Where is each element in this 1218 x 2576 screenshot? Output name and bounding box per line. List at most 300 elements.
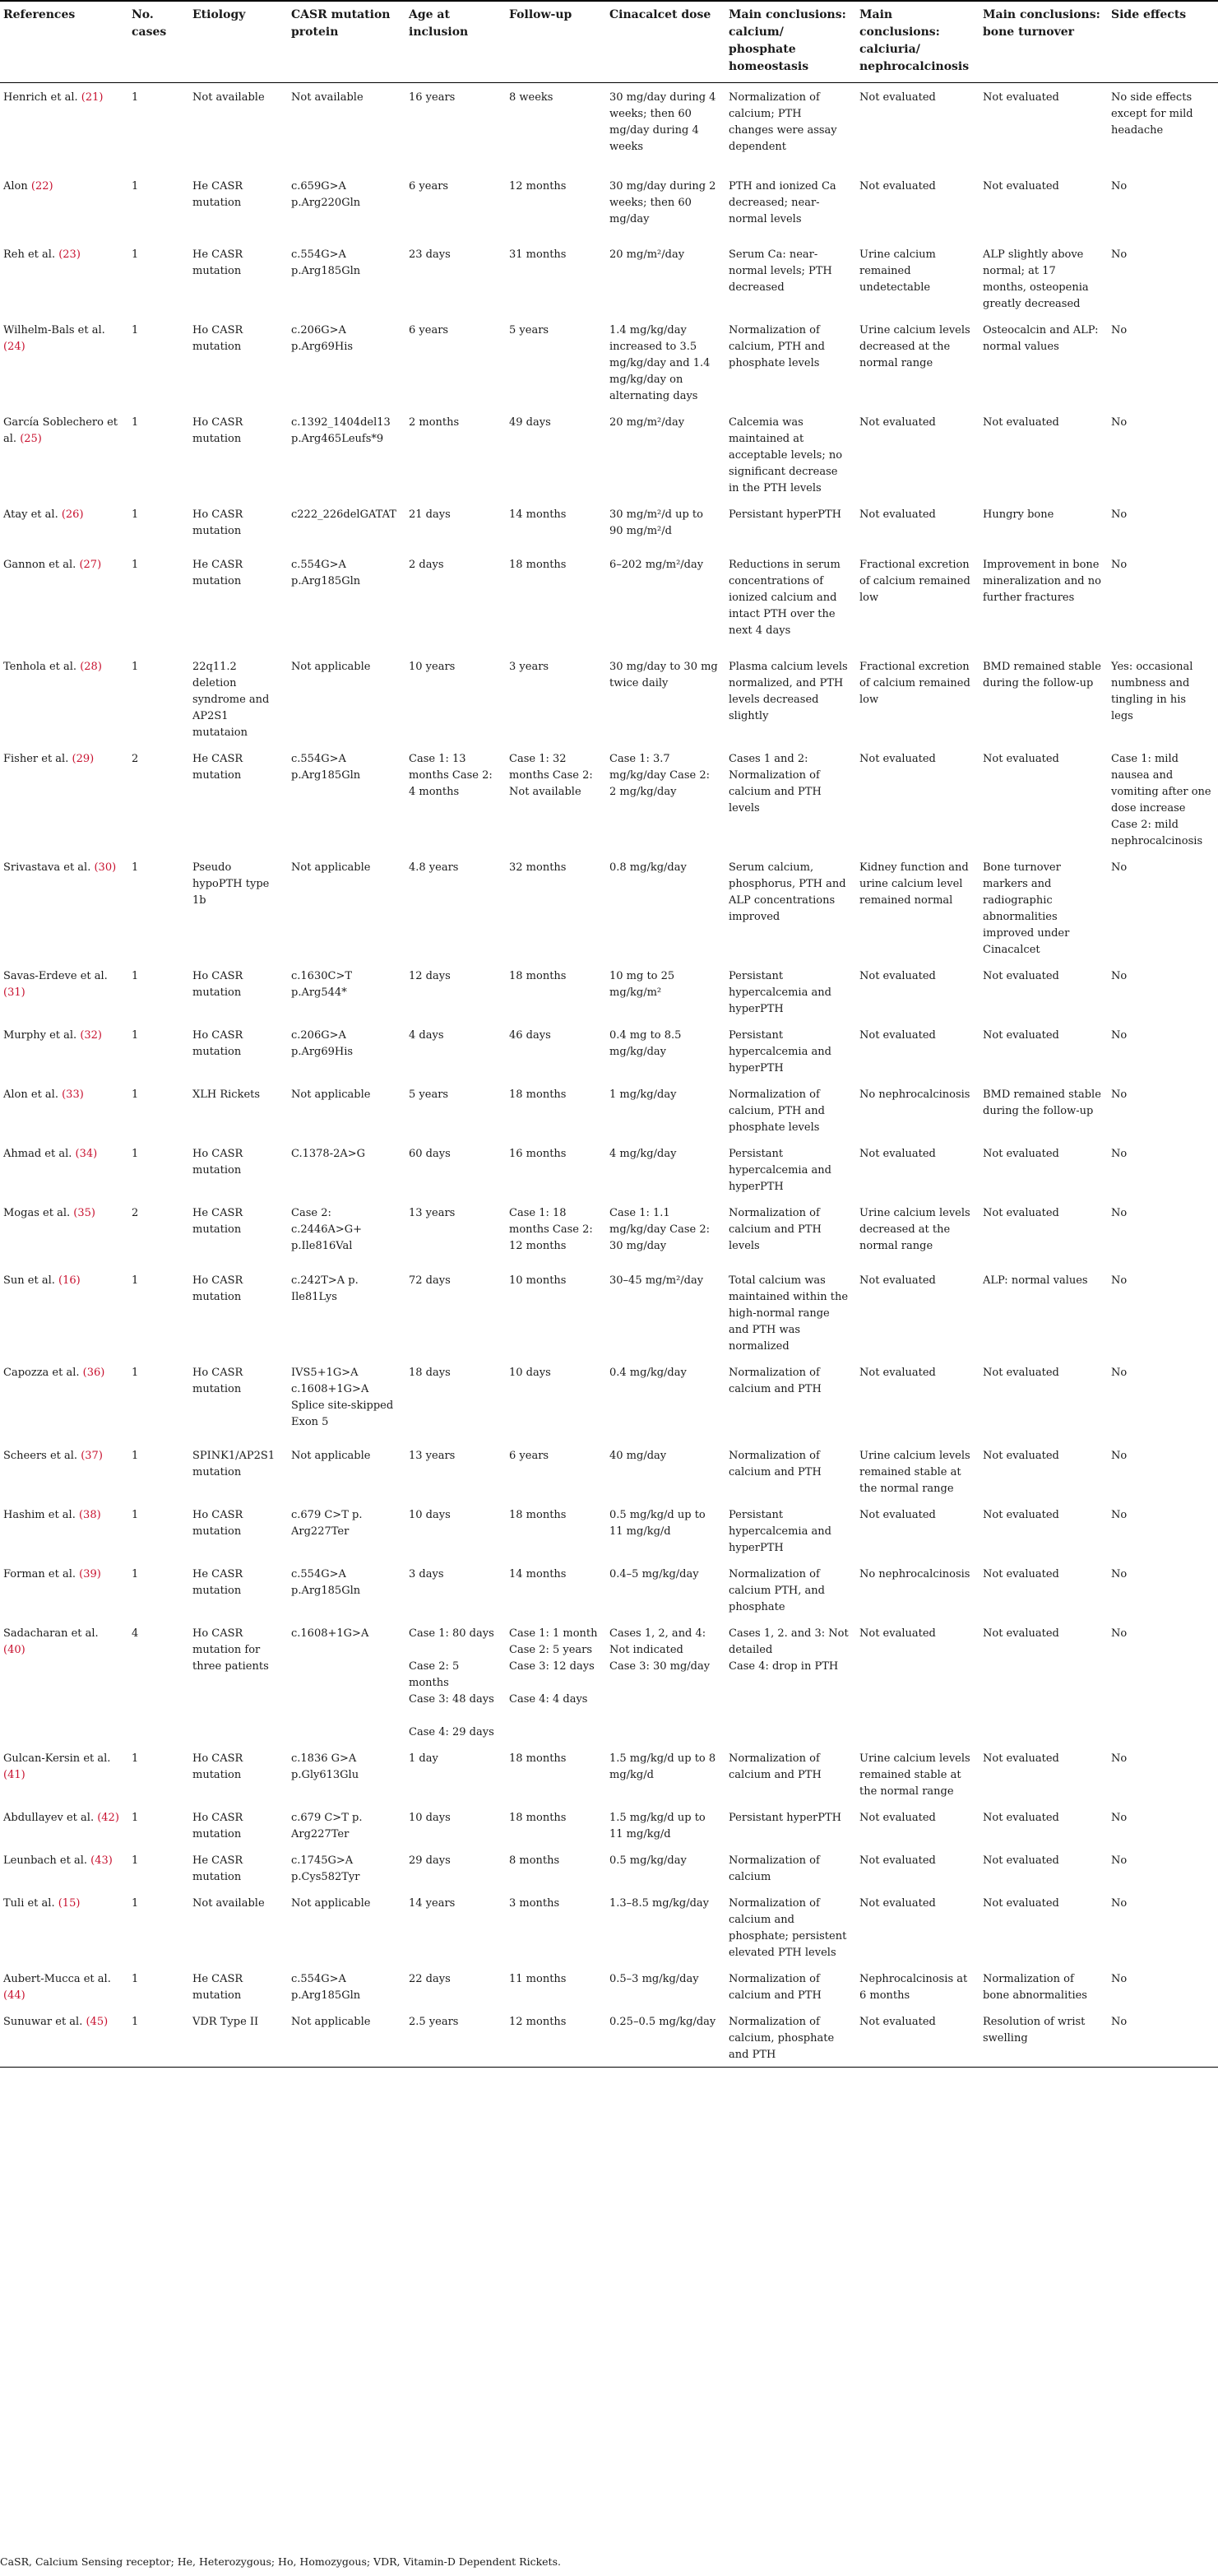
reference-number-link[interactable]: (25) <box>20 432 42 445</box>
cell-dose: 0.4 mg/kg/day <box>609 1366 687 1379</box>
cell-side-effects: No <box>1111 1811 1128 1824</box>
table-row <box>0 1889 1218 1965</box>
cell-reference <box>0 1199 128 1266</box>
cell-dose: Case 1: 3.7 mg/kg/day Case 2: 2 mg/kg/day <box>609 752 711 798</box>
cell-reference <box>0 1619 128 1744</box>
cell-bone: Not evaluated <box>983 1811 1059 1824</box>
cell-etiology: He CASR mutation <box>192 752 243 782</box>
cell-follow-up: 11 months <box>509 1972 567 1985</box>
cell-mutation: c.206G>A p.Arg69His <box>291 323 354 353</box>
cell-dose: 0.4 mg to 8.5 mg/kg/day <box>609 1028 682 1058</box>
header-references: References <box>0 2 128 83</box>
reference-number-link[interactable]: (40) <box>3 1643 25 1656</box>
cell-etiology: He CASR mutation <box>192 1972 243 2002</box>
cell-reference <box>0 1889 128 1965</box>
cell-age: 1 day <box>409 1752 438 1765</box>
cell-age: 2.5 years <box>405 2007 506 2068</box>
reference-number-link[interactable]: (23) <box>58 248 81 261</box>
cell-etiology: He CASR mutation <box>192 1567 243 1597</box>
cell-follow-up: 31 months <box>509 248 567 261</box>
cell-mutation: c.554G>A p.Arg185Gln <box>291 1567 361 1597</box>
header-etiology: Etiology <box>189 2 288 83</box>
reference-number-link[interactable]: (39) <box>79 1567 101 1580</box>
table-row <box>0 1080 1218 1139</box>
cell-side-effects: No <box>1111 1274 1128 1287</box>
header-bone: Main conclusions: bone turnover <box>979 2 1108 83</box>
cell-no-cases: 1 <box>128 2007 189 2068</box>
cell-calciuria: Urine calcium levels decreased at the normal range <box>859 323 970 369</box>
cell-calcium: Normalization of calcium and PTH <box>729 1752 822 1781</box>
cell-no-cases: 2 <box>132 752 139 765</box>
cell-bone: Not evaluated <box>983 1508 1059 1521</box>
cell-no-cases: 1 <box>132 660 139 673</box>
cell-side-effects: No <box>1111 1028 1128 1042</box>
cell-etiology: XLH Rickets <box>192 1088 261 1101</box>
cell-reference <box>0 1139 128 1199</box>
cell-dose: 0.5–3 mg/kg/day <box>609 1972 699 1985</box>
reference-number-link[interactable]: (28) <box>80 660 102 673</box>
header-age: Age at inclusion <box>405 2 506 83</box>
cell-age: 22 days <box>409 1972 451 1985</box>
reference-author: Sun et al. <box>3 1274 55 1287</box>
cell-bone: Not evaluated <box>983 1854 1059 1867</box>
cell-mutation: c.659G>A p.Arg220Gln <box>291 179 361 209</box>
cell-dose: 10 mg to 25 mg/kg/m² <box>609 969 675 999</box>
reference-author: Reh et al. <box>3 248 56 261</box>
cell-calcium: Plasma calcium levels normalized, and PTH levels decreased slightly <box>729 660 848 722</box>
cell-age: 13 years <box>409 1206 456 1219</box>
cell-calcium: Normalization of calcium <box>729 1854 820 1883</box>
reference-author: Tenhola et al. <box>3 660 77 673</box>
cell-mutation: c.1630C>T p.Arg544* <box>291 969 353 999</box>
cell-side-effects: No <box>1111 1627 1128 1640</box>
cell-etiology: Ho CASR mutation <box>192 1274 243 1303</box>
cell-reference <box>0 745 128 853</box>
cell-side-effects: No <box>1111 1972 1128 1985</box>
table-row <box>0 1199 1218 1266</box>
table-row <box>0 2007 1218 2068</box>
cell-etiology: He CASR mutation <box>192 558 243 587</box>
cell-calciuria: Kidney function and urine calcium level remained normal <box>859 861 969 907</box>
reference-number-link[interactable]: (42) <box>97 1811 119 1824</box>
cell-no-cases: 1 <box>132 415 139 429</box>
cell-calcium: Normalization of calcium and phosphate; persistent elevated PTH levels <box>729 1896 847 1959</box>
cell-side-effects: No <box>1111 1088 1128 1101</box>
header-row <box>0 2 1218 83</box>
cell-age: Case 1: 13 months Case 2: 4 months <box>409 752 493 798</box>
cell-bone: Improvement in bone mineralization and no further fractures <box>983 558 1101 604</box>
reference-author: Tuli et al. <box>3 1896 55 1910</box>
cell-calcium: Cases 1 and 2: Normalization of calcium and PTH levels <box>729 752 822 815</box>
cell-bone: Not evaluated <box>983 1752 1059 1765</box>
table-row <box>0 1021 1218 1080</box>
cell-calciuria: Not evaluated <box>859 1028 936 1042</box>
cell-reference <box>0 962 128 1021</box>
table-row <box>0 1744 1218 1803</box>
reference-author: García Soblechero et al. <box>3 415 118 445</box>
cell-etiology: Pseudo hypoPTH type 1b <box>192 861 270 907</box>
reference-number-link[interactable]: (16) <box>58 1274 81 1287</box>
cell-age: Case 1: 80 days Case 2: 5 months Case 3: 48 days Case 4: 29 days <box>409 1627 494 1738</box>
cell-reference <box>0 1358 128 1441</box>
cell-etiology: Ho CASR mutation <box>192 1811 243 1840</box>
cell-follow-up: 8 weeks <box>509 91 553 104</box>
cell-reference <box>0 853 128 962</box>
reference-number-link[interactable]: (21) <box>81 91 104 104</box>
cell-calciuria: Not evaluated <box>859 1896 936 1910</box>
cell-etiology: Not available <box>192 91 265 104</box>
cell-follow-up: Case 1: 32 months Case 2: Not available <box>509 752 593 798</box>
cell-follow-up: 16 months <box>509 1147 567 1160</box>
cell-dose: 1.5 mg/kg/d up to 11 mg/kg/d <box>609 1811 706 1840</box>
cell-calcium: Reductions in serum concentrations of ionized calcium and intact PTH over the next 4 days <box>729 558 841 637</box>
cell-no-cases: 1 <box>132 508 139 521</box>
table-row <box>0 1803 1218 1846</box>
cell-etiology: Ho CASR mutation <box>192 1508 243 1538</box>
cell-calciuria: Not evaluated <box>859 508 936 521</box>
cell-etiology: Ho CASR mutation <box>192 323 243 353</box>
reference-number-link[interactable]: (43) <box>90 1854 113 1867</box>
header-calcium: Main conclusions: calcium/ phosphate homeostasis <box>725 2 856 83</box>
cell-follow-up: 32 months <box>509 861 567 874</box>
cell-age: 10 days <box>409 1811 451 1824</box>
cell-bone: Bone turnover markers and radiographic abnormalities improved under Cinacalcet <box>983 861 1070 956</box>
cell-follow-up: Case 1: 1 month Case 2: 5 years Case 3: 12 days Case 4: 4 days <box>509 1627 598 1706</box>
cell-etiology: He CASR mutation <box>192 179 243 209</box>
cell-dose: 30 mg/day during 4 weeks; then 60 mg/day during 4 weeks <box>609 91 716 153</box>
cell-calcium: PTH and ionized Ca decreased; near-normal levels <box>729 179 836 225</box>
cell-calciuria: Not evaluated <box>859 1811 936 1824</box>
cell-follow-up: 8 months <box>509 1854 560 1867</box>
reference-number-link[interactable]: (44) <box>3 1989 25 2002</box>
cell-follow-up: 12 months <box>509 179 567 193</box>
cell-calcium: Normalization of calcium, PTH and phosphate levels <box>729 323 825 369</box>
header-calciuria: Main conclusions: calciuria/ nephrocalcinosis <box>856 2 979 83</box>
cell-mutation: c.206G>A p.Arg69His <box>291 1028 354 1058</box>
cell-calcium: Normalization of calcium, PTH and phosphate levels <box>729 1088 825 1134</box>
cell-no-cases: 1 <box>132 969 139 982</box>
cell-reference <box>0 1266 128 1358</box>
cell-bone: Not evaluated <box>983 1567 1059 1580</box>
reference-author: Gulcan-Kersin et al. <box>3 1752 111 1765</box>
cell-no-cases: 1 <box>132 1449 139 1462</box>
reference-author: Sadacharan et al. <box>3 1627 99 1640</box>
reference-author: Alon <box>3 179 28 193</box>
cell-mutation: C.1378-2A>G <box>291 1147 366 1160</box>
cell-follow-up: 14 months <box>509 508 567 521</box>
reference-author: Fisher et al. <box>3 752 69 765</box>
header-follow-up: Follow-up <box>506 2 606 83</box>
cell-mutation: c.1392_1404del13 p.Arg465Leufs*9 <box>291 415 391 445</box>
cell-bone: Not evaluated <box>983 1366 1059 1379</box>
cell-age: 12 days <box>409 969 451 982</box>
cell-mutation: Not applicable <box>291 1896 371 1910</box>
reference-number-link[interactable]: (30) <box>94 861 117 874</box>
reference-author: Aubert-Mucca et al. <box>3 1972 111 1985</box>
cell-follow-up: 18 months <box>509 1752 567 1765</box>
cell-etiology: Ho CASR mutation <box>192 415 243 445</box>
cell-calciuria: Not evaluated <box>859 1274 936 1287</box>
cell-no-cases: 1 <box>132 1896 139 1910</box>
table-row <box>0 83 1218 172</box>
cell-reference <box>0 652 128 745</box>
cell-calcium: Normalization of calcium; PTH changes were assay dependent <box>729 91 837 153</box>
cell-no-cases: 1 <box>132 1854 139 1867</box>
cell-calcium: Persistant hypercalcemia and hyperPTH <box>729 1508 831 1554</box>
cell-calcium: Persistant hyperPTH <box>729 1811 841 1824</box>
cell-reference <box>0 1803 128 1846</box>
cell-dose: 1 mg/kg/day <box>609 1088 677 1101</box>
cell-follow-up: 46 days <box>509 1028 551 1042</box>
table-row <box>0 1501 1218 1560</box>
reference-number-link[interactable]: (15) <box>58 1896 81 1910</box>
reference-author: Gannon et al. <box>3 558 76 571</box>
cell-etiology: SPINK1/AP2S1 mutation <box>192 1449 276 1478</box>
reference-author: Sunuwar et al. <box>3 2015 83 2028</box>
reference-number-link[interactable]: (38) <box>78 1508 101 1521</box>
cell-etiology: Ho CASR mutation <box>192 508 243 537</box>
cell-no-cases: 1 <box>132 1752 139 1765</box>
cell-no-cases: 1 <box>132 558 139 571</box>
cell-side-effects: Yes: occasional numbness and tingling in his legs <box>1111 660 1193 722</box>
cell-mutation: c.554G>A p.Arg185Gln <box>291 1972 361 2002</box>
header-no-cases: No. cases <box>128 2 189 83</box>
cell-side-effects: No <box>1111 1366 1128 1379</box>
cell-no-cases: 1 <box>132 861 139 874</box>
cell-age: 3 days <box>409 1567 444 1580</box>
cell-calciuria: Not evaluated <box>856 2007 979 2068</box>
cell-reference <box>0 316 128 408</box>
table-row <box>0 853 1218 962</box>
reference-author: Savas-Erdeve et al. <box>3 969 108 982</box>
cell-calciuria: Fractional excretion of calcium remained low <box>859 660 970 706</box>
cell-mutation: c.242T>A p. Ile81Lys <box>291 1274 359 1303</box>
reference-author: Capozza et al. <box>3 1366 80 1379</box>
cell-etiology: Ho CASR mutation <box>192 1028 243 1058</box>
cell-dose: 30–45 mg/m²/day <box>609 1274 704 1287</box>
cell-bone: BMD remained stable during the follow-up <box>983 660 1101 689</box>
cell-no-cases: 1 <box>132 1366 139 1379</box>
cell-side-effects: No <box>1111 415 1128 429</box>
cell-bone: Not evaluated <box>983 1449 1059 1462</box>
cell-no-cases: 1 <box>132 1088 139 1101</box>
cell-calciuria: Urine calcium levels remained stable at the normal range <box>859 1752 970 1798</box>
cell-mutation: Not applicable <box>288 2007 405 2068</box>
cell-etiology: Not available <box>192 1896 265 1910</box>
cell-mutation: Not applicable <box>291 1449 371 1462</box>
cell-side-effects: No <box>1111 508 1128 521</box>
cell-reference <box>0 172 128 240</box>
cell-side-effects: No <box>1108 2007 1218 2068</box>
cell-follow-up: 12 months <box>506 2007 606 2068</box>
cell-calcium: Persistant hypercalcemia and hyperPTH <box>729 1147 831 1193</box>
cell-no-cases: 1 <box>132 1567 139 1580</box>
cell-follow-up: 18 months <box>509 969 567 982</box>
reference-number-link[interactable]: (33) <box>62 1088 84 1101</box>
cell-age: 21 days <box>409 508 451 521</box>
cell-side-effects: No <box>1111 558 1128 571</box>
cell-reference <box>0 500 128 550</box>
cell-calcium: Normalization of calcium PTH, and phosphate <box>729 1567 825 1613</box>
reference-author: Mogas et al. <box>3 1206 71 1219</box>
cell-calcium: Normalization of calcium and PTH <box>729 1449 822 1478</box>
cell-follow-up: Case 1: 18 months Case 2: 12 months <box>509 1206 593 1252</box>
cell-bone: Resolution of wrist swelling <box>979 2007 1108 2068</box>
reference-author: Scheers et al. <box>3 1449 78 1462</box>
cell-follow-up: 18 months <box>509 1088 567 1101</box>
cell-age: 2 months <box>409 415 460 429</box>
cell-reference <box>0 1965 128 2007</box>
cell-side-effects: No side effects except for mild headache <box>1111 91 1193 137</box>
reference-number-link[interactable]: (32) <box>80 1028 102 1042</box>
reference-number-link[interactable]: (41) <box>3 1768 25 1781</box>
cell-bone: Not evaluated <box>983 1627 1059 1640</box>
cell-no-cases: 1 <box>132 248 139 261</box>
reference-number-link[interactable]: (45) <box>86 2015 109 2028</box>
cell-follow-up: 10 days <box>509 1366 551 1379</box>
cell-no-cases: 1 <box>132 1147 139 1160</box>
cell-etiology: Ho CASR mutation <box>192 969 243 999</box>
cell-calciuria: No nephrocalcinosis <box>859 1567 970 1580</box>
reference-author: Abdullayev et al. <box>3 1811 95 1824</box>
table-row <box>0 1266 1218 1358</box>
cell-bone: Not evaluated <box>983 1028 1059 1042</box>
cell-calcium: Cases 1, 2. and 3: Not detailed Case 4: drop in PTH <box>729 1627 849 1673</box>
table-row <box>0 316 1218 408</box>
cell-etiology: 22q11.2 deletion syndrome and AP2S1 mutataion <box>192 660 270 739</box>
cell-calciuria: Not evaluated <box>859 752 936 765</box>
reference-number-link[interactable]: (36) <box>82 1366 105 1379</box>
reference-number-link[interactable]: (29) <box>72 752 95 765</box>
cell-side-effects: No <box>1111 323 1128 337</box>
cell-etiology: He CASR mutation <box>192 1206 243 1236</box>
cell-bone: BMD remained stable during the follow-up <box>983 1088 1101 1117</box>
cell-calcium: Persistant hyperPTH <box>729 508 841 521</box>
reference-author: Srivastava et al. <box>3 861 91 874</box>
table-row <box>0 550 1218 652</box>
table-row <box>0 745 1218 853</box>
cell-no-cases: 2 <box>132 1206 139 1219</box>
cell-no-cases: 1 <box>132 323 139 337</box>
reference-number-link[interactable]: (26) <box>61 508 84 521</box>
cell-dose: 20 mg/m²/day <box>609 415 685 429</box>
cell-calcium: Normalization of calcium and PTH <box>729 1972 822 2002</box>
table-footnote: CaSR, Calcium Sensing receptor; He, Heterozygous; Ho, Homozygous; VDR, Vitamin-D Dependent Rickets. <box>0 2555 561 2568</box>
cell-calciuria: Nephrocalcinosis at 6 months <box>859 1972 968 2002</box>
cell-dose: Cases 1, 2, and 4: Not indicated Case 3: 30 mg/day <box>609 1627 711 1673</box>
cell-side-effects: No <box>1111 1206 1128 1219</box>
cell-side-effects: No <box>1111 969 1128 982</box>
reference-author: Atay et al. <box>3 508 58 521</box>
cell-follow-up: 10 months <box>509 1274 567 1287</box>
cell-mutation: c.554G>A p.Arg185Gln <box>291 558 361 587</box>
reference-author: Hashim et al. <box>3 1508 76 1521</box>
reference-number-link[interactable]: (35) <box>73 1206 95 1219</box>
cell-side-effects: No <box>1111 1567 1128 1580</box>
cell-bone: Not evaluated <box>983 91 1059 104</box>
cell-reference <box>0 1080 128 1139</box>
cell-side-effects: No <box>1111 861 1128 874</box>
reference-number-link[interactable]: (34) <box>75 1147 98 1160</box>
cell-no-cases: 1 <box>132 1508 139 1521</box>
cell-bone: Osteocalcin and ALP: normal values <box>983 323 1099 353</box>
cell-calciuria: Not evaluated <box>859 1508 936 1521</box>
reference-number-link[interactable]: (37) <box>81 1449 103 1462</box>
reference-number-link[interactable]: (24) <box>3 340 25 353</box>
cell-follow-up: 14 months <box>509 1567 567 1580</box>
cell-dose: 0.8 mg/kg/day <box>609 861 687 874</box>
cell-age: 18 days <box>409 1366 451 1379</box>
cell-dose: 0.5 mg/kg/d up to 11 mg/kg/d <box>609 1508 706 1538</box>
cell-reference <box>0 83 128 172</box>
cell-side-effects: No <box>1111 179 1128 193</box>
table-row <box>0 172 1218 240</box>
cell-calciuria: Urine calcium remained undetectable <box>859 248 936 294</box>
cell-mutation: c222_226delGATAT <box>291 508 396 521</box>
cell-dose: 0.4–5 mg/kg/day <box>609 1567 699 1580</box>
cell-side-effects: No <box>1111 1147 1128 1160</box>
cell-no-cases: 1 <box>132 1811 139 1824</box>
cell-dose: 6–202 mg/m²/day <box>609 558 704 571</box>
reference-author: Forman et al. <box>3 1567 76 1580</box>
cell-calciuria: Not evaluated <box>859 1854 936 1867</box>
cell-dose: Case 1: 1.1 mg/kg/day Case 2: 30 mg/day <box>609 1206 711 1252</box>
cell-dose: 30 mg/day during 2 weeks; then 60 mg/day <box>609 179 716 225</box>
cell-calcium: Normalization of calcium, phosphate and PTH <box>725 2007 856 2068</box>
cell-mutation: Case 2: c.2446A>G+ p.Ile816Val <box>291 1206 363 1252</box>
cell-follow-up: 18 months <box>509 1508 567 1521</box>
cell-no-cases: 1 <box>132 179 139 193</box>
reference-number-link[interactable]: (31) <box>3 986 25 999</box>
cell-bone: ALP slightly above normal; at 17 months, osteopenia greatly decreased <box>983 248 1089 310</box>
cell-calciuria: No nephrocalcinosis <box>859 1088 970 1101</box>
header-dose: Cinacalcet dose <box>606 2 725 83</box>
cell-calcium: Persistant hypercalcemia and hyperPTH <box>729 1028 831 1074</box>
table-row <box>0 1965 1218 2007</box>
cell-mutation: IVS5+1G>A c.1608+1G>A Splice site-skipped Exon 5 <box>291 1366 394 1428</box>
cell-dose: 1.3–8.5 mg/kg/day <box>609 1896 710 1910</box>
cell-mutation: c.554G>A p.Arg185Gln <box>291 752 361 782</box>
header-casr-mutation: CASR mutation protein <box>288 2 405 83</box>
cell-age: 10 days <box>409 1508 451 1521</box>
cell-no-cases: 1 <box>132 1274 139 1287</box>
cell-age: 14 years <box>409 1896 456 1910</box>
table-row <box>0 1358 1218 1441</box>
cell-reference <box>0 1441 128 1501</box>
table-row <box>0 240 1218 316</box>
table-row <box>0 1139 1218 1199</box>
cell-bone: Not evaluated <box>983 1206 1059 1219</box>
cell-reference <box>0 2007 128 2068</box>
cell-calciuria: Not evaluated <box>859 1627 936 1640</box>
cell-reference <box>0 550 128 652</box>
cell-calciuria: Urine calcium levels remained stable at the normal range <box>859 1449 970 1495</box>
cell-mutation: c.1745G>A p.Cys582Tyr <box>291 1854 360 1883</box>
cell-mutation: Not available <box>291 91 364 104</box>
cell-mutation: c.1608+1G>A <box>291 1627 369 1640</box>
cell-calciuria: Not evaluated <box>859 969 936 982</box>
cell-bone: Not evaluated <box>983 969 1059 982</box>
cell-follow-up: 18 months <box>509 1811 567 1824</box>
cell-follow-up: 5 years <box>509 323 549 337</box>
reference-number-link[interactable]: (27) <box>79 558 102 571</box>
reference-number-link[interactable]: (22) <box>30 179 53 193</box>
cell-bone: Normalization of bone abnormalities <box>983 1972 1087 2002</box>
cell-dose: 30 mg/day to 30 mg twice daily <box>609 660 718 689</box>
cell-dose: 1.5 mg/kg/d up to 8 mg/kg/d <box>609 1752 716 1781</box>
cell-calciuria: Not evaluated <box>859 179 936 193</box>
cell-etiology: He CASR mutation <box>192 248 243 277</box>
